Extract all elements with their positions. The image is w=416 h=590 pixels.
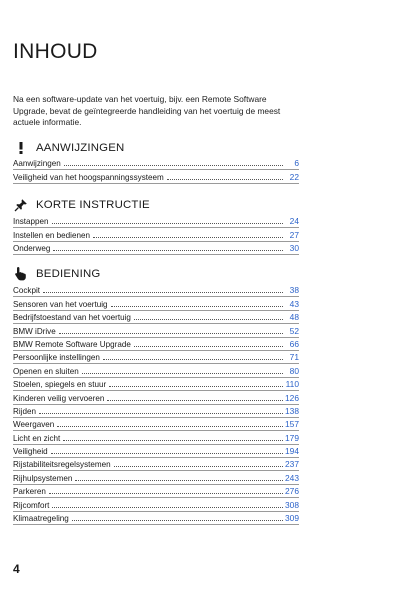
section-heading-bediening [13, 266, 100, 281]
leader-dots [72, 519, 283, 521]
leader-dots [114, 465, 283, 467]
toc-list-aanwijzingen [13, 157, 299, 184]
toc-entry-title: Rijden [13, 406, 36, 416]
toc-entry[interactable] [13, 418, 299, 431]
toc-entry-page[interactable]: 30 [289, 243, 299, 254]
leader-dots [134, 345, 283, 347]
toc-entry-title: Veiligheid [13, 447, 48, 457]
toc-entry[interactable] [13, 445, 299, 458]
toc-entry-page[interactable]: 80 [289, 365, 299, 376]
toc-entry-page[interactable]: 52 [289, 325, 299, 336]
toc-entry-title: Aanwijzingen [13, 159, 61, 169]
leader-dots [63, 439, 283, 441]
toc-list-bediening [13, 284, 299, 525]
toc-entry-page[interactable]: 43 [289, 298, 299, 309]
toc-entry[interactable] [13, 311, 299, 324]
toc-entry-page[interactable]: 126 [285, 392, 299, 403]
toc-entry-page[interactable]: 66 [289, 338, 299, 349]
toc-entry[interactable] [13, 324, 299, 337]
leader-dots [103, 358, 283, 360]
toc-entry-title: Cockpit [13, 286, 40, 296]
leader-dots [82, 372, 283, 374]
section-heading-korte-instructie [13, 197, 150, 212]
pointing-hand-icon [13, 266, 28, 281]
intro-text: Na een software-update van het voertuig, bijv. een Remote Software Upgrade, bevat de geïntegreerde handleiding van het voertuig de meest actuele informatie. [13, 94, 281, 128]
toc-entry-title: Parkeren [13, 487, 46, 497]
toc-entry[interactable] [13, 297, 299, 310]
toc-entry-title: Persoonlijke instellingen [13, 353, 100, 363]
toc-entry-page[interactable]: 71 [289, 352, 299, 363]
exclamation-icon [13, 140, 28, 155]
toc-entry-page[interactable]: 22 [289, 171, 299, 182]
toc-entry-title: Veiligheid van het hoogspanningssysteem [13, 172, 164, 182]
leader-dots [64, 164, 283, 166]
leader-dots [107, 399, 283, 401]
leader-dots [52, 222, 283, 224]
toc-entry[interactable] [13, 485, 299, 498]
leader-dots [57, 425, 283, 427]
toc-entry-page[interactable]: 309 [285, 513, 299, 524]
toc-entry-title: BMW iDrive [13, 326, 56, 336]
toc-entry-title: Stoelen, spiegels en stuur [13, 380, 107, 390]
section-title: AANWIJZINGEN [36, 141, 125, 154]
toc-entry-page[interactable]: 6 [294, 158, 299, 169]
toc-entry[interactable] [13, 170, 299, 183]
toc-entry[interactable] [13, 391, 299, 404]
leader-dots [43, 291, 283, 293]
toc-entry[interactable] [13, 215, 299, 228]
toc-entry[interactable] [13, 378, 299, 391]
leader-dots [111, 305, 284, 307]
toc-entry[interactable] [13, 458, 299, 471]
toc-entry-page[interactable]: 27 [289, 229, 299, 240]
toc-entry-title: Weergaven [13, 420, 55, 430]
leader-dots [75, 479, 283, 481]
toc-entry-title: Rijstabiliteitsregelsystemen [13, 460, 111, 470]
toc-entry-title: Licht en zicht [13, 433, 61, 443]
leader-dots [93, 236, 283, 238]
toc-entry[interactable] [13, 364, 299, 377]
toc-entry-page[interactable]: 237 [285, 459, 299, 470]
toc-entry[interactable] [13, 157, 299, 170]
leader-dots [109, 385, 283, 387]
toc-entry-page[interactable]: 276 [285, 486, 299, 497]
toc-entry-page[interactable]: 38 [289, 285, 299, 296]
leader-dots [167, 178, 283, 180]
toc-entry[interactable] [13, 512, 299, 525]
toc-entry[interactable] [13, 498, 299, 511]
toc-list-korte-instructie [13, 215, 299, 255]
toc-entry[interactable] [13, 405, 299, 418]
toc-entry-page[interactable]: 48 [289, 312, 299, 323]
page-title: INHOUD [13, 40, 98, 63]
page-number: 4 [13, 562, 20, 576]
toc-entry[interactable] [13, 284, 299, 297]
toc-entry-title: Instellen en bedienen [13, 230, 90, 240]
toc-entry-title: Instappen [13, 217, 49, 227]
toc-entry-page[interactable]: 243 [285, 472, 299, 483]
toc-entry[interactable] [13, 242, 299, 255]
toc-entry[interactable] [13, 228, 299, 241]
leader-dots [52, 506, 283, 508]
leader-dots [59, 332, 283, 334]
pushpin-icon [13, 197, 28, 212]
section-heading-aanwijzingen [13, 140, 124, 155]
toc-entry-page[interactable]: 179 [285, 432, 299, 443]
section-title: BEDIENING [36, 267, 101, 280]
toc-entry[interactable] [13, 338, 299, 351]
leader-dots [134, 318, 283, 320]
toc-entry-page[interactable]: 24 [289, 216, 299, 227]
section-title: KORTE INSTRUCTIE [36, 198, 150, 211]
toc-entry-title: Onderweg [13, 244, 51, 254]
toc-entry-page[interactable]: 194 [285, 446, 299, 457]
toc-entry-page[interactable]: 138 [285, 405, 299, 416]
toc-entry-title: Sensoren van het voertuig [13, 299, 108, 309]
toc-entry-title: BMW Remote Software Upgrade [13, 339, 131, 349]
toc-entry-page[interactable]: 308 [285, 499, 299, 510]
toc-entry-title: Kinderen veilig vervoeren [13, 393, 105, 403]
toc-entry[interactable] [13, 471, 299, 484]
leader-dots [39, 412, 283, 414]
leader-dots [49, 492, 283, 494]
toc-entry-page[interactable]: 110 [285, 379, 299, 390]
toc-entry[interactable] [13, 431, 299, 444]
toc-entry-title: Bedrijfstoestand van het voertuig [13, 313, 131, 323]
toc-entry-title: Rijcomfort [13, 500, 50, 510]
leader-dots [53, 249, 283, 251]
toc-entry-title: Rijhulpsystemen [13, 473, 73, 483]
toc-entry[interactable] [13, 351, 299, 364]
toc-entry-title: Klimaatregeling [13, 514, 69, 524]
toc-entry-title: Openen en sluiten [13, 366, 79, 376]
toc-entry-page[interactable]: 157 [285, 419, 299, 430]
leader-dots [51, 452, 283, 454]
